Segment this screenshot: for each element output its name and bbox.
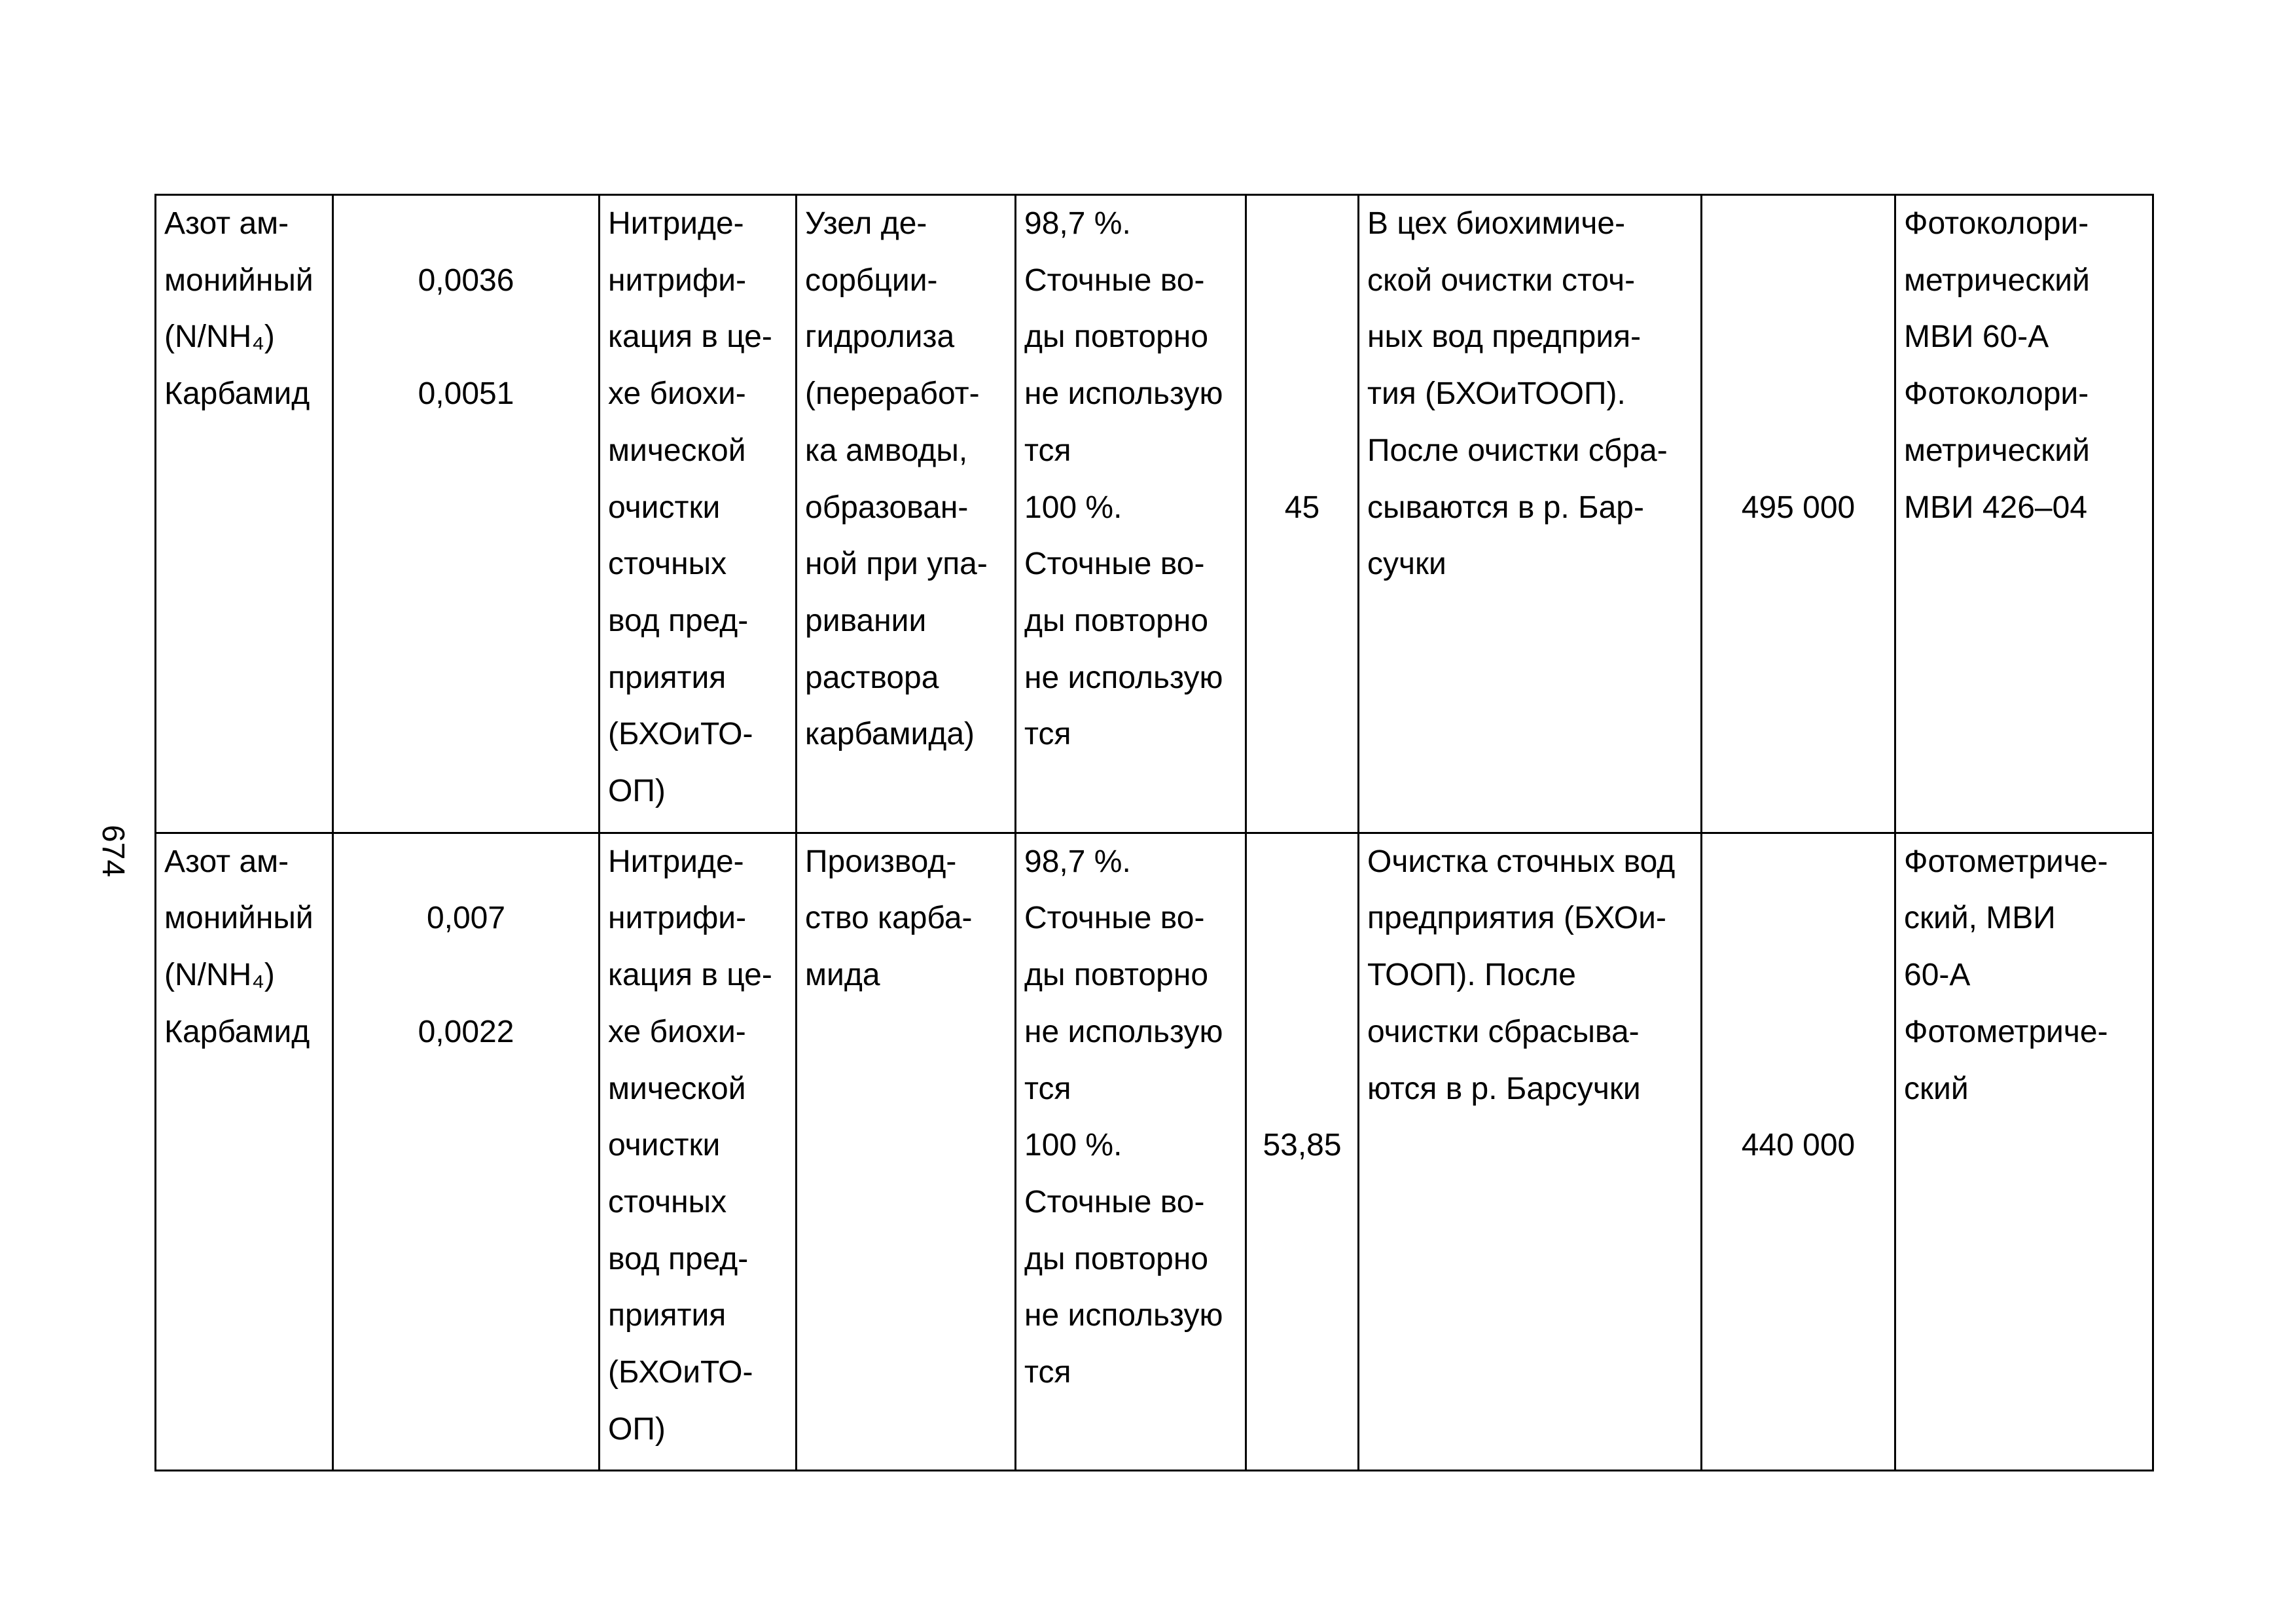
cell-line: очистки сбрасыва-: [1367, 1014, 1640, 1049]
table-row: [156, 195, 2153, 833]
cell-line: ка амводы,: [805, 433, 968, 468]
cell-line: 0,0051: [418, 376, 514, 412]
cell-line: (переработ-: [805, 376, 980, 412]
cell-text: 45: [1284, 490, 1320, 525]
cell-line: нитрифи-: [608, 262, 747, 298]
cell-line: монийный: [164, 262, 314, 298]
cell-line: сточных: [608, 547, 727, 582]
cell-source: [797, 833, 1016, 1471]
cell-line: приятия: [608, 660, 726, 695]
cell-value: [1246, 833, 1359, 1471]
cell-line: ривании: [805, 603, 927, 638]
cell-concentration: [333, 833, 600, 1471]
table-row: [156, 833, 2153, 1471]
cell-line: тия (БХОиТООП).: [1367, 376, 1626, 412]
cell-line: сучки: [1367, 547, 1446, 582]
cell-line: МВИ 60-А: [1904, 319, 2049, 355]
cell-line: Производ-: [805, 844, 957, 879]
cell-line: Очистка сточных вод: [1367, 844, 1676, 879]
cell-line: Фотоколори-: [1904, 376, 2089, 412]
cell-line: Фотоколори-: [1904, 206, 2089, 241]
cell-line: кация в це-: [608, 319, 772, 355]
cell-line: очистки: [608, 1128, 721, 1163]
cell-line: Нитриде-: [608, 844, 744, 879]
cell-line: хе биохи-: [608, 1014, 746, 1049]
cell-line: (БХОиТО-: [608, 717, 753, 752]
cell-line: метрический: [1904, 433, 2090, 468]
cell-line: ской очистки сточ-: [1367, 262, 1636, 298]
cell-line: 60-А: [1904, 958, 1971, 993]
cell-line: мической: [608, 433, 746, 468]
cell-line: Узел де-: [805, 206, 927, 241]
cell-line: не использую: [1024, 1298, 1223, 1333]
cell-line: Сточные во-: [1024, 262, 1205, 298]
cell-disposal: [1359, 833, 1702, 1471]
cell-line: Азот ам-: [164, 844, 289, 879]
cell-line: 0,0036: [418, 262, 514, 298]
cell-line: Сточные во-: [1024, 547, 1205, 582]
cell-line: тся: [1024, 1355, 1071, 1390]
cell-method: [1895, 833, 2153, 1471]
cell-treatment-facility: [600, 833, 797, 1471]
cell-line: тся: [1024, 1071, 1071, 1106]
cell-line: После очистки сбра-: [1367, 433, 1668, 468]
cell-line: Фотометриче-: [1904, 1014, 2108, 1049]
cell-line: гидролиза: [805, 319, 955, 355]
cell-substance: [156, 833, 333, 1471]
cell-line: (N/NH₄): [164, 319, 275, 355]
cell-line: ский, МВИ: [1904, 901, 2056, 936]
cell-line: ной при упа-: [805, 547, 988, 582]
cell-line: Азот ам-: [164, 206, 289, 241]
cell-line: В цех биохимиче-: [1367, 206, 1626, 241]
cell-value: [1246, 195, 1359, 833]
cell-line: метрический: [1904, 262, 2090, 298]
cell-line: ных вод предприя-: [1367, 319, 1641, 355]
cell-line: 0,007: [426, 901, 506, 936]
cell-line: (БХОиТО-: [608, 1355, 753, 1390]
cell-line: ство карба-: [805, 901, 973, 936]
cell-text: 440 000: [1741, 1128, 1856, 1163]
cell-line: кация в це-: [608, 958, 772, 993]
cell-method: [1895, 195, 2153, 833]
cell-line: Нитриде-: [608, 206, 744, 241]
cell-line: вод пред-: [608, 1241, 749, 1276]
cell-efficiency: [1016, 833, 1246, 1471]
cell-line: не использую: [1024, 376, 1223, 412]
cell-line: мической: [608, 1071, 746, 1106]
cell-text: 495 000: [1741, 490, 1856, 525]
cell-line: приятия: [608, 1298, 726, 1333]
cell-line: монийный: [164, 901, 314, 936]
cell-line: 0,0022: [418, 1014, 514, 1049]
cell-line: тся: [1024, 433, 1071, 468]
cell-line: [336, 834, 596, 891]
cell-line: не использую: [1024, 660, 1223, 695]
cell-volume: [1702, 833, 1895, 1471]
cell-line: 100 %.: [1024, 1128, 1122, 1163]
cell-line: образован-: [805, 490, 969, 525]
cell-line: сточных: [608, 1184, 727, 1219]
cell-line: ды повторно: [1024, 319, 1209, 355]
cell-line: Фотометриче-: [1904, 844, 2108, 879]
cell-line: Карбамид: [164, 376, 310, 412]
cell-line: Карбамид: [164, 1014, 310, 1049]
cell-line: карбамида): [805, 717, 975, 752]
cell-text: 53,85: [1263, 1128, 1342, 1163]
cell-line: очистки: [608, 490, 721, 525]
cell-line: вод пред-: [608, 603, 749, 638]
cell-line: 100 %.: [1024, 490, 1122, 525]
cell-line: ОП): [608, 774, 666, 809]
cell-volume: [1702, 195, 1895, 833]
cell-line: ТООП). После: [1367, 958, 1576, 993]
cell-efficiency: [1016, 195, 1246, 833]
cell-line: Сточные во-: [1024, 1184, 1205, 1219]
cell-line: (N/NH₄): [164, 958, 275, 993]
cell-line: не использую: [1024, 1014, 1223, 1049]
cell-concentration: [333, 195, 600, 833]
cell-line: ский: [1904, 1071, 1969, 1106]
cell-treatment-facility: [600, 195, 797, 833]
page-number: 674: [96, 824, 130, 878]
cell-line: 98,7 %.: [1024, 206, 1131, 241]
cell-line: тся: [1024, 717, 1071, 752]
cell-substance: [156, 195, 333, 833]
cell-line: мида: [805, 958, 880, 993]
cell-line: ОП): [608, 1411, 666, 1447]
cell-line: ются в р. Барсучки: [1367, 1071, 1641, 1106]
cell-line: [336, 947, 596, 1004]
cell-line: Сточные во-: [1024, 901, 1205, 936]
cell-line: [336, 309, 596, 366]
cell-line: [336, 196, 596, 253]
cell-line: хе биохи-: [608, 376, 746, 412]
cell-line: нитрифи-: [608, 901, 747, 936]
cell-line: ды повторно: [1024, 603, 1209, 638]
cell-line: раствора: [805, 660, 939, 695]
cell-line: сываются в р. Бар-: [1367, 490, 1644, 525]
cell-line: ды повторно: [1024, 958, 1209, 993]
cell-line: ды повторно: [1024, 1241, 1209, 1276]
cell-line: 98,7 %.: [1024, 844, 1131, 879]
cell-line: предприятия (БХОи-: [1367, 901, 1666, 936]
table-body: [156, 195, 2153, 1471]
cell-disposal: [1359, 195, 1702, 833]
emissions-table: [154, 194, 2154, 1471]
cell-line: МВИ 426–04: [1904, 490, 2088, 525]
cell-source: [797, 195, 1016, 833]
cell-line: сорбции-: [805, 262, 938, 298]
